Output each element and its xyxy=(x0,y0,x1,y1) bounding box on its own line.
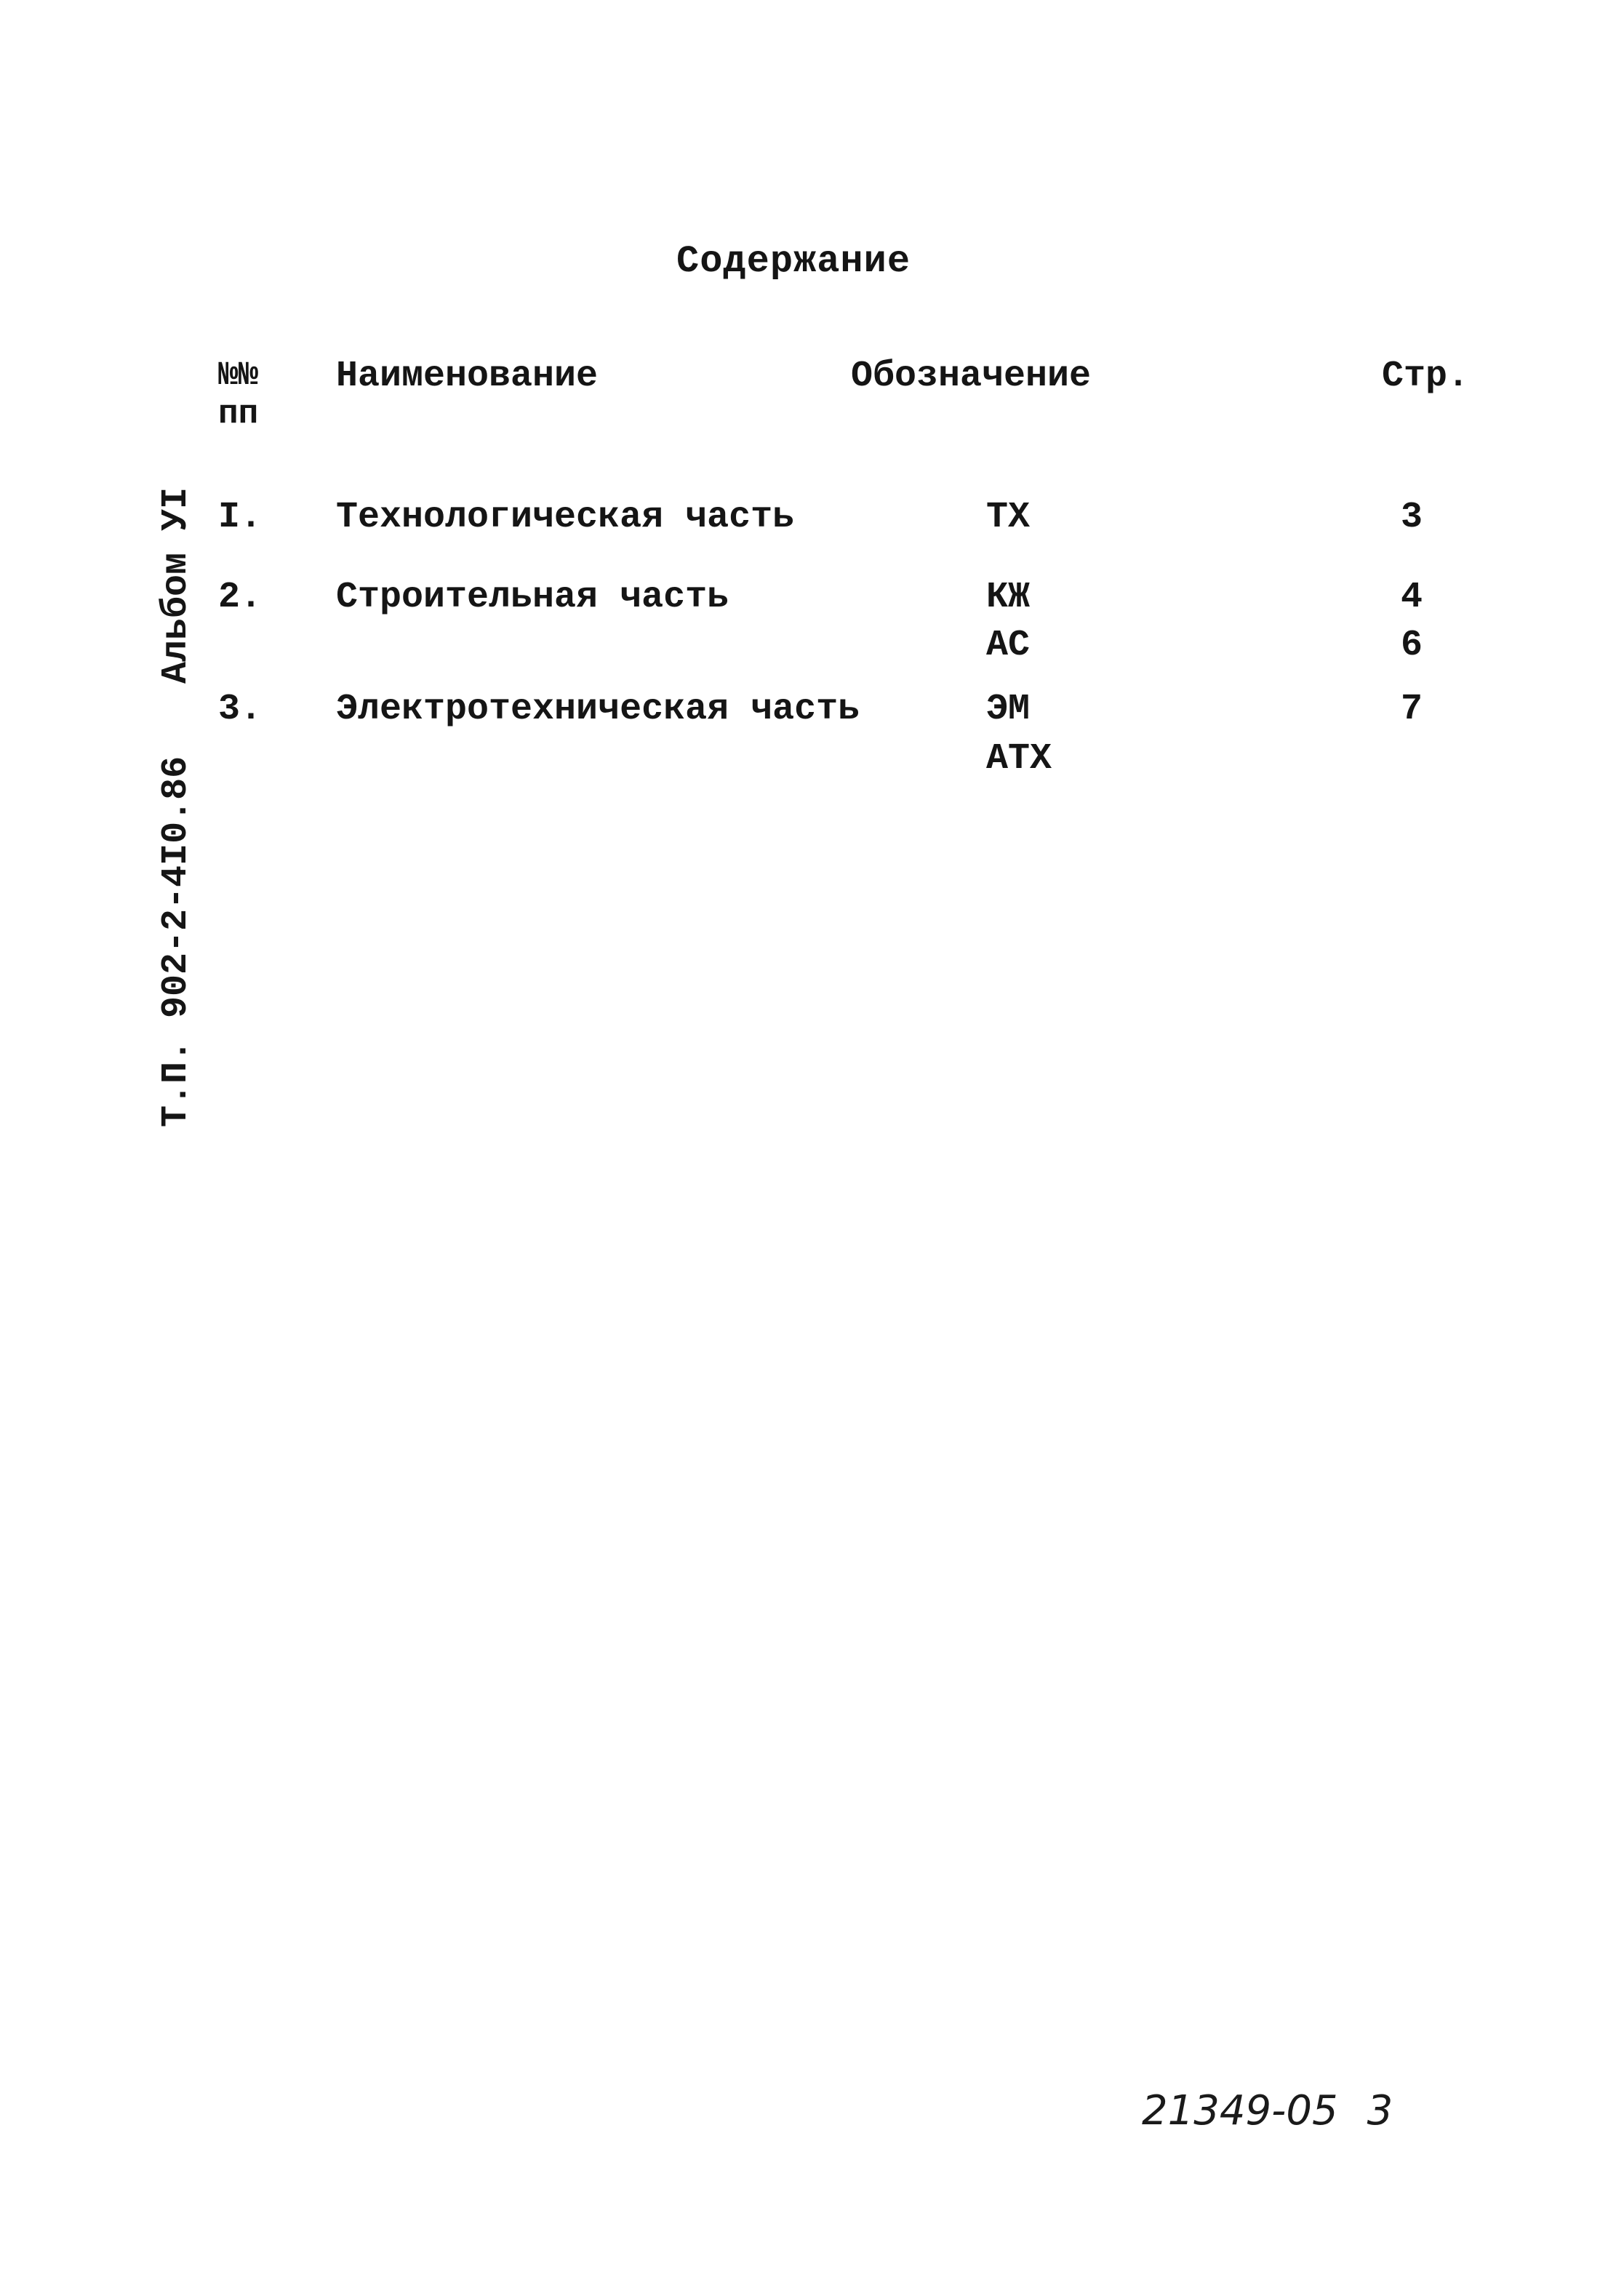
inventory-stamp xyxy=(1142,2087,1393,2134)
side-label-project-code: Т.П. 902-2-4I0.86 xyxy=(156,756,197,1127)
header-designation: Обозначение xyxy=(851,356,1092,397)
row-1-number: I. xyxy=(218,497,263,538)
row-3-designation: АС xyxy=(986,625,1031,666)
sheet-number: 3 xyxy=(1367,2087,1393,2134)
row-1-page: 3 xyxy=(1401,497,1423,538)
row-1-name: Технологическая часть xyxy=(336,497,795,538)
side-label-album: Альбом УI xyxy=(156,487,197,684)
row-4-name: Электротехническая часть xyxy=(336,689,860,730)
row-3-page: 6 xyxy=(1401,625,1423,666)
row-2-page: 4 xyxy=(1401,577,1423,618)
row-2-number: 2. xyxy=(218,577,263,618)
row-4-designation: ЭМ xyxy=(986,689,1031,730)
row-4-page: 7 xyxy=(1401,689,1423,730)
header-page: Стр. xyxy=(1382,356,1470,397)
row-1-designation: ТХ xyxy=(986,497,1031,538)
row-2-name: Строительная часть xyxy=(336,577,729,618)
row-2-designation: КЖ xyxy=(986,577,1031,618)
inventory-number: 21349-05 xyxy=(1142,2087,1338,2134)
row-5-designation: АТХ xyxy=(986,738,1052,780)
header-number: №№ пп xyxy=(218,356,259,433)
header-name: Наименование xyxy=(336,356,599,397)
page-title: Содержание xyxy=(676,240,911,283)
row-4-number: 3. xyxy=(218,689,263,730)
